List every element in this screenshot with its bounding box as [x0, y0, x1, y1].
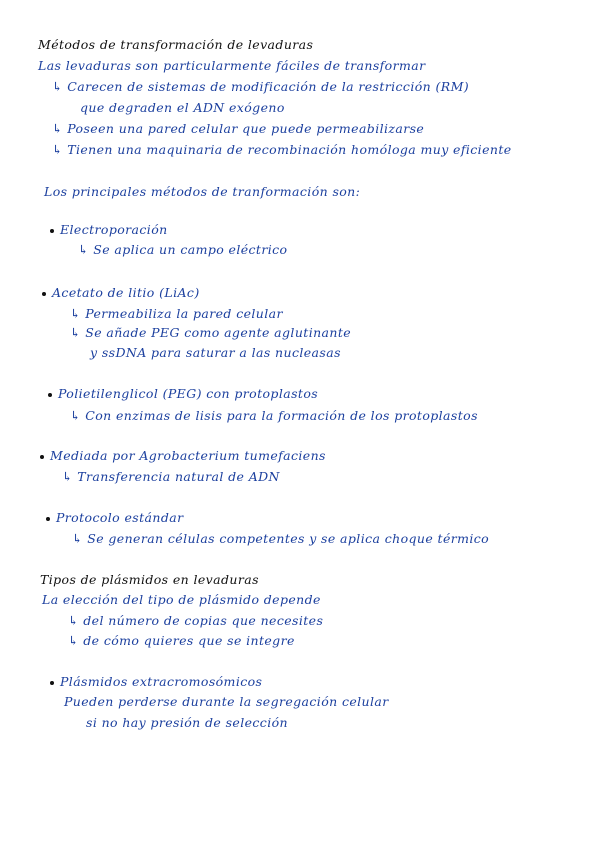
text-line: Pueden perderse durante la segregación celular	[64, 694, 389, 709]
bullet-icon	[48, 393, 52, 397]
text-line: ↳ Con enzimas de lisis para la formación de los protoplastos	[70, 408, 478, 423]
list-item: Mediada por Agrobacterium tumefaciens	[40, 448, 326, 464]
bullet-icon	[50, 681, 54, 685]
text-line: ↳ Carecen de sistemas de modificación de la restricción (RM)	[52, 79, 470, 94]
text-line: ↳ Se añade PEG como agente aglutinante	[70, 325, 352, 340]
list-item: Plásmidos extracromosómicos	[50, 674, 262, 690]
text-line: ↳ Poseen una pared celular que puede permeabilizarse	[52, 121, 425, 136]
bullet-icon	[42, 292, 46, 296]
bullet-icon	[46, 517, 50, 521]
text-line: ↳ Tienen una maquinaria de recombinación homóloga muy eficiente	[52, 142, 512, 157]
bullet-icon	[40, 455, 44, 459]
list-item: Protocolo estándar	[46, 510, 183, 526]
text-line: ↳ Se aplica un campo eléctrico	[78, 242, 288, 257]
text-line: ↳ de cómo quieres que se integre	[68, 633, 295, 648]
text-line: ↳ del número de copias que necesites	[68, 613, 324, 628]
title: Métodos de transformación de levaduras	[38, 37, 314, 52]
text-line: ↳ Se generan células competentes y se aplica choque térmico	[72, 531, 490, 546]
list-item: Electroporación	[50, 222, 168, 238]
list-item: Polietilenglicol (PEG) con protoplastos	[48, 386, 318, 402]
text-line: Las levaduras son particularmente fáciles de transformar	[38, 58, 426, 73]
text-line: ↳ Transferencia natural de ADN	[62, 469, 280, 484]
text-line: ↳ Permeabiliza la pared celular	[70, 306, 283, 321]
list-item: Acetato de litio (LiAc)	[42, 285, 200, 301]
bullet-icon	[50, 229, 54, 233]
section-heading: Tipos de plásmidos en levaduras	[40, 572, 259, 587]
text-line: que degraden el ADN exógeno	[80, 100, 285, 115]
text-line: Los principales métodos de tranformación son:	[44, 184, 361, 199]
text-line: y ssDNA para saturar a las nucleasas	[90, 345, 341, 360]
text-line: La elección del tipo de plásmido depende	[42, 592, 321, 607]
text-line: si no hay presión de selección	[86, 715, 288, 730]
